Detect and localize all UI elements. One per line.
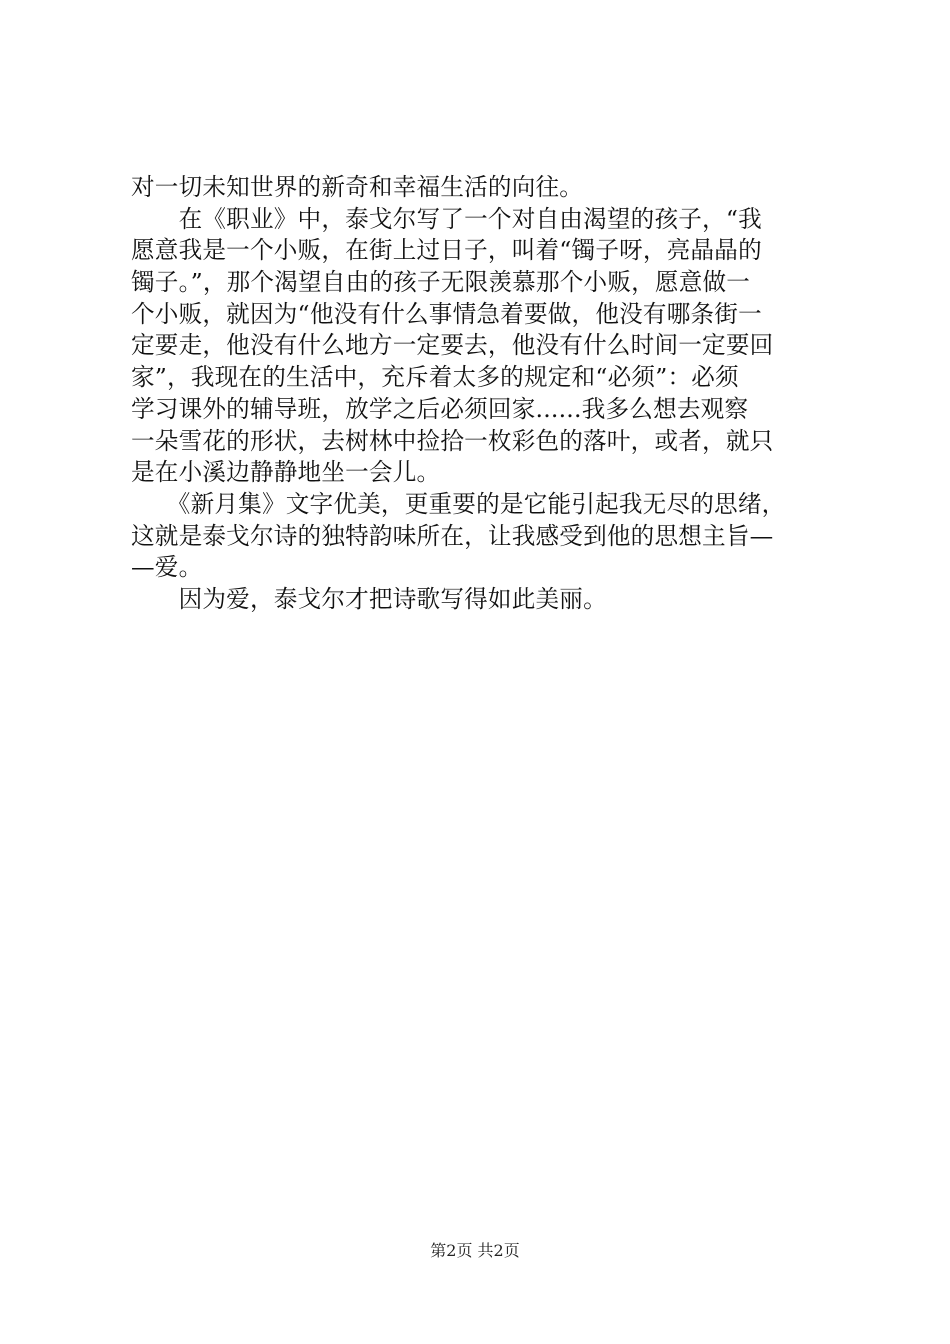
text-line: 是在小溪边静静地坐一会儿。 [131, 458, 441, 487]
text-line: —爱。 [131, 553, 203, 582]
text-line: 在《职业》中，泰戈尔写了一个对自由渴望的孩子，“我 [131, 204, 762, 233]
document-body [131, 172, 839, 616]
text-line: 因为爱，泰戈尔才把诗歌写得如此美丽。 [131, 584, 607, 613]
text-line: 这就是泰戈尔诗的独特韵味所在，让我感受到他的思想主旨— [131, 521, 774, 550]
text-line: 定要走，他没有什么地方一定要去，他没有什么时间一定要回 [131, 331, 774, 360]
text-line: 镯子。”，那个渴望自由的孩子无限羡慕那个小贩，愿意做一 [131, 268, 751, 297]
text-line: 学习课外的辅导班，放学之后必须回家......我多么想去观察 [131, 394, 749, 423]
text-line: 对一切未知世界的新奇和幸福生活的向往。 [131, 173, 584, 201]
text-line: 一朵雪花的形状，去树林中捡拾一枚彩色的落叶，或者，就只 [131, 426, 774, 455]
page-footer [0, 1241, 950, 1261]
page-number: 第2页 共2页 [430, 1241, 520, 1260]
text-line: 愿意我是一个小贩，在街上过日子，叫着“镯子呀，亮晶晶的 [131, 236, 762, 265]
text-line: 个小贩，就因为“他没有什么事情急着要做，他没有哪条街一 [131, 299, 762, 328]
text-line: 家”，我现在的生活中，充斥着太多的规定和“必须”：必须 [131, 363, 739, 392]
text-line: 《新月集》文字优美，更重要的是它能引起我无尽的思绪， [131, 489, 786, 518]
